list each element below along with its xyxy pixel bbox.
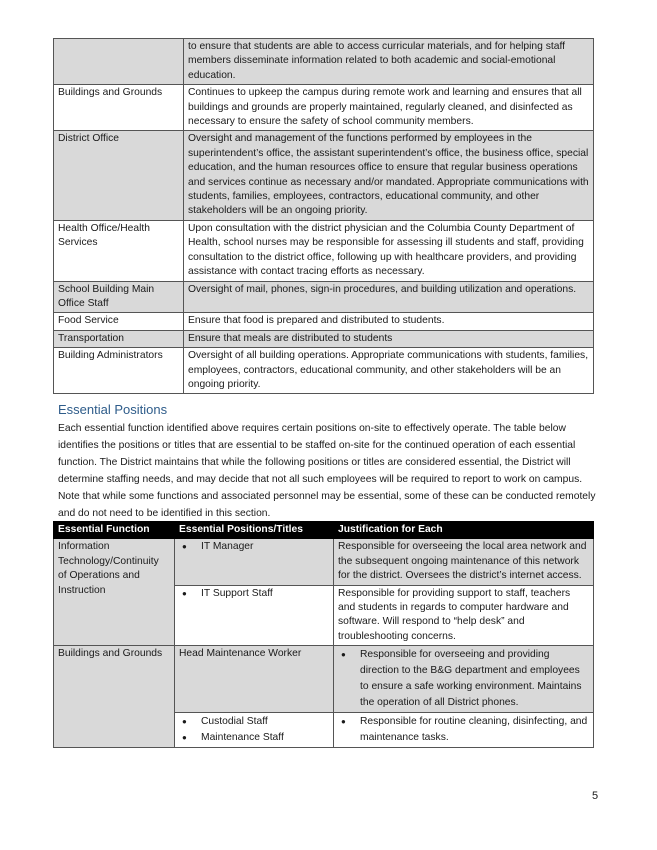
table-row — [54, 330, 594, 347]
position-cell — [175, 713, 334, 748]
description-cell: Ensure that food is prepared and distributed to students. — [184, 313, 594, 330]
table-row — [54, 85, 594, 131]
function-cell: District Office — [54, 131, 184, 220]
table-row — [54, 131, 594, 220]
justification-list — [338, 714, 589, 746]
justification-cell: Responsible for overseeing the local area network and the subsequent ongoing maintenance of this network for the district. Oversees the district’s internet access. — [334, 539, 594, 585]
table-row — [54, 646, 594, 713]
function-cell: Health Office/Health Services — [54, 220, 184, 281]
description-cell: Upon consultation with the district physician and the Columbia County Department of Health, school nurses may be responsible for assessing ill students and staff, providing consultation to the district office, following up with healthcare providers, and providing assistance with contact tracing efforts as necessary. — [184, 220, 594, 281]
position-list — [179, 714, 329, 746]
description-cell: Oversight of all building operations. Appropriate communications with students, families, employees, contractors, educational community, and other stakeholders will be an ongoing priority. — [184, 348, 594, 394]
table-row — [54, 539, 594, 585]
justification-cell: Responsible for providing support to staff, teachers and students in regards to computer hardware and software. Will respond to “help desk” and troubleshooting concerns. — [334, 585, 594, 646]
table-row — [54, 348, 594, 394]
position-cell — [175, 539, 334, 585]
description-cell: Oversight of mail, phones, sign-in procedures, and building utilization and operations. — [184, 281, 594, 313]
essential-functions-table — [53, 38, 594, 394]
essential-positions-table — [53, 521, 594, 748]
function-cell: Buildings and Grounds — [54, 85, 184, 131]
function-cell: School Building Main Office Staff — [54, 281, 184, 313]
position-item: ● Custodial Staff — [179, 714, 329, 730]
position-item: ● IT Support Staff — [179, 587, 329, 601]
description-cell: Continues to upkeep the campus during remote work and learning and ensures that all buildings and grounds are properly maintained, regularly cleaned, and disinfected as necessary to ensure the safety of school community members. — [184, 85, 594, 131]
justification-cell — [334, 713, 594, 748]
page-number: 5 — [592, 790, 599, 802]
function-cell — [54, 39, 184, 85]
justification-item: ● Responsible for overseeing and providing direction to the B&G department and employees to ensure a safe working environment. Maintains the operation of all District phones. — [338, 647, 589, 711]
column-header-positions: Essential Positions/Titles — [175, 522, 334, 539]
function-cell: Building Administrators — [54, 348, 184, 394]
table-row — [54, 220, 594, 281]
justification-cell — [334, 646, 594, 713]
description-cell: Oversight and management of the functions performed by employees in the superintendent’s office, the assistant superintendent’s office, the business office, special education, and the human resources office to ensure that regular business operations and services continue as necessary and/or mandated. Appropriate communications with students, families, employees, contractors, educational community, and other stakeholders will be an ongoing priority. — [184, 131, 594, 220]
table-row — [54, 313, 594, 330]
column-header-justification: Justification for Each — [334, 522, 594, 539]
justification-list — [338, 647, 589, 711]
justification-item: ● Responsible for routine cleaning, disinfecting, and maintenance tasks. — [338, 714, 589, 746]
function-cell: Information Technology/Continuity of Operations and Instruction — [54, 539, 175, 646]
column-header-function: Essential Function — [54, 522, 175, 539]
position-cell — [175, 585, 334, 646]
section-paragraph: Each essential function identified above requires certain positions on-site to effectively operate. The table below identifies the positions or titles that are essential to be staffed on-site for the continued operation of each essential function. The District maintains that while the following positions or titles are considered essential, the District will determine staffing needs, and may decide that not all such employees will be required to report to work on campus. Note that while some functions and associated personnel may be essential, some of these can be conducted remotely and do not need to be identified in this section. — [58, 423, 596, 519]
function-cell: Transportation — [54, 330, 184, 347]
position-item: ● Maintenance Staff — [179, 730, 329, 746]
position-list — [179, 540, 329, 554]
section-heading: Essential Positions — [58, 402, 168, 417]
description-cell: to ensure that students are able to access curricular materials, and for helping staff members disseminate information related to both academic and social-emotional education. — [184, 39, 594, 85]
table-row — [54, 39, 594, 85]
table-row — [54, 281, 594, 313]
function-cell: Buildings and Grounds — [54, 646, 175, 748]
table-header-row — [54, 522, 594, 539]
function-cell: Food Service — [54, 313, 184, 330]
description-cell: Ensure that meals are distributed to students — [184, 330, 594, 347]
position-cell: Head Maintenance Worker — [175, 646, 334, 713]
position-list — [179, 587, 329, 601]
position-item: ● IT Manager — [179, 540, 329, 554]
